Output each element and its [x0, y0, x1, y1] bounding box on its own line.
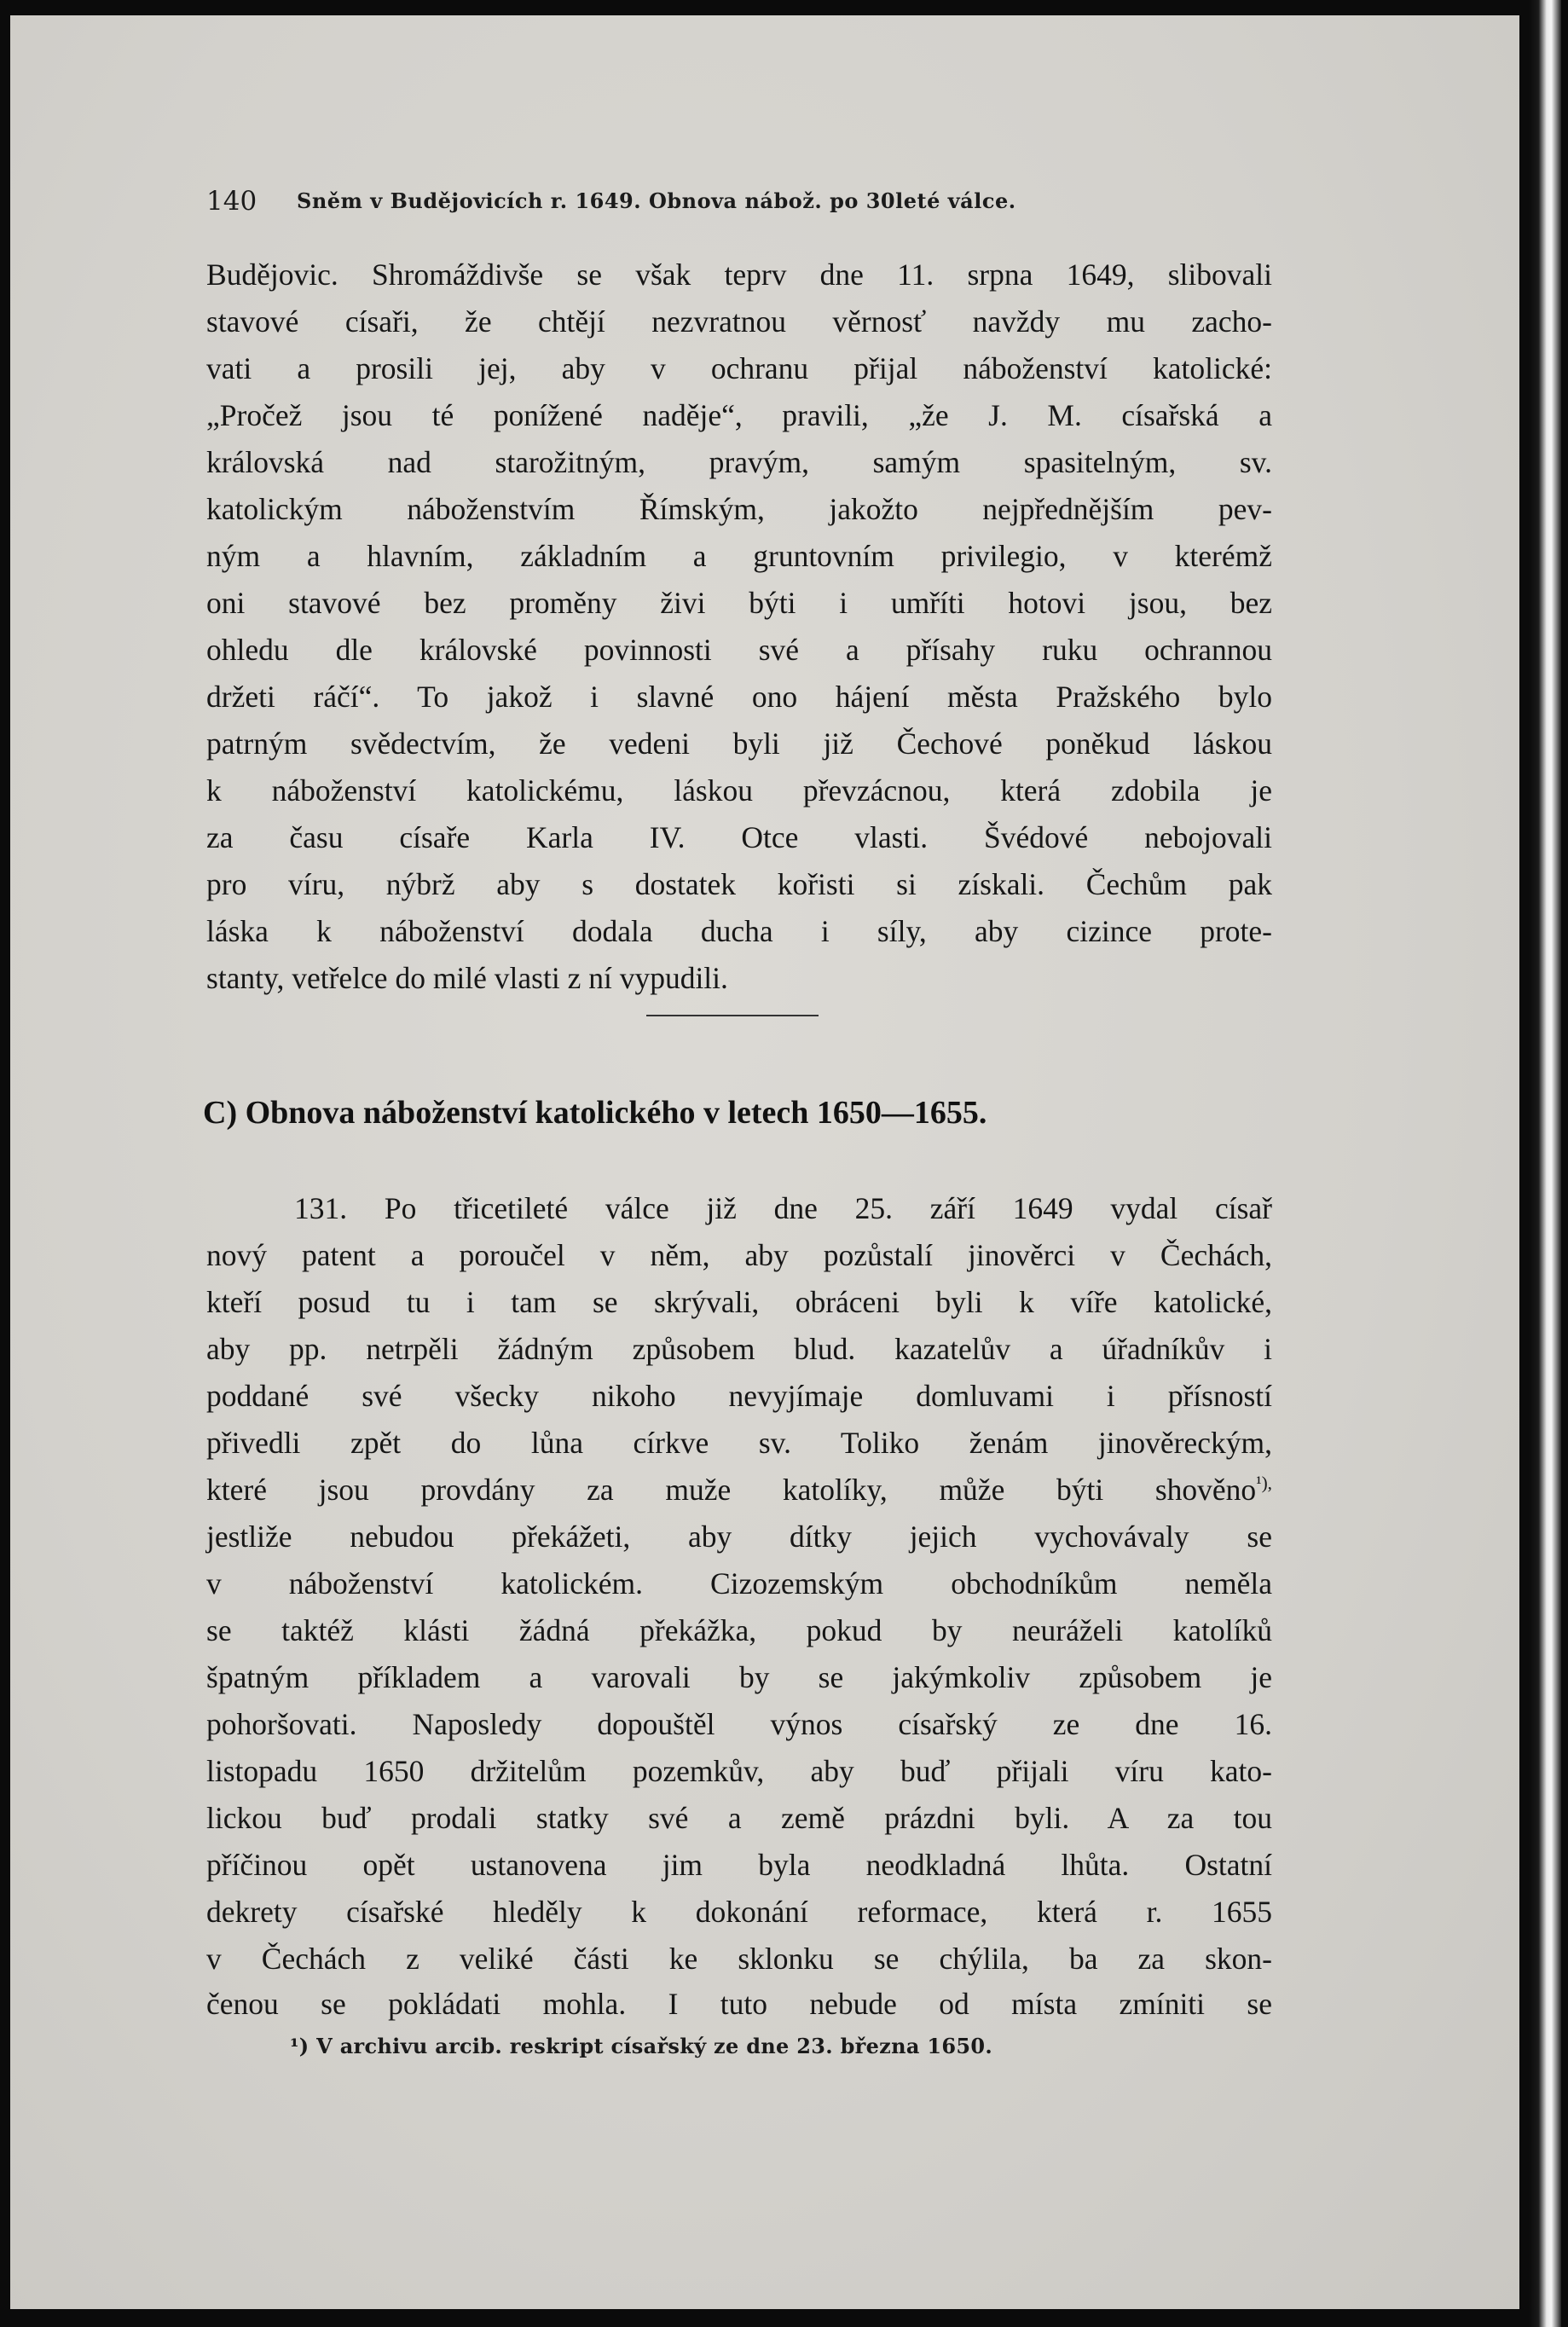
text-line: patrným svědectvím, že vedeni byli již Čechové poněkud láskou — [206, 726, 1272, 761]
text-line-with-footnote — [206, 1471, 1272, 1508]
text-line: 131. Po třicetileté válce již dne 25. září 1649 vydal císař — [294, 1191, 1272, 1225]
text-line: v Čechách z veliké části ke sklonku se chýlila, ba za skon- — [206, 1942, 1272, 1976]
footnote: ¹) V archivu arcib. reskript císařský ze dne 23. března 1650. — [290, 2034, 993, 2058]
text-line: špatným příkladem a varovali by se jakýmkoliv způsobem je — [206, 1660, 1272, 1694]
text-line: přivedli zpět do lůna církve sv. Toliko ženám jinověreckým, — [206, 1426, 1272, 1460]
text-line: k náboženství katolickému, láskou převzácnou, která zdobila je — [206, 773, 1272, 808]
text-line: láska k náboženství dodala ducha i síly, aby cizince prote- — [206, 914, 1272, 948]
text-line: poddané své všecky nikoho nevyjímaje domluvami i přísností — [206, 1379, 1272, 1413]
text-line: vati a prosili jej, aby v ochranu přijal náboženství katolické: — [206, 351, 1272, 385]
text-line: listopadu 1650 držitelům pozemkův, aby buď přijali víru kato- — [206, 1754, 1272, 1788]
text-line: pro víru, nýbrž aby s dostatek kořisti si získali. Čechům pak — [206, 867, 1272, 901]
text-line: za času císaře Karla IV. Otce vlasti. Švédové nebojovali — [206, 820, 1272, 854]
page-number: 140 — [206, 186, 257, 217]
text-line: příčinou opět ustanovena jim byla neodkladná lhůta. Ostatní — [206, 1848, 1272, 1882]
text-line: stavové císaři, že chtějí nezvratnou věrnosť navždy mu zacho- — [206, 304, 1272, 339]
text-line-content: které jsou provdány za muže katolíky, může býti shověno — [206, 1473, 1257, 1507]
text-line: dekrety císařské hleděly k dokonání reformace, která r. 1655 — [206, 1895, 1272, 1929]
text-line: pohoršovati. Naposledy dopouštěl výnos císařský ze dne 16. — [206, 1707, 1272, 1741]
footnote-reference: ¹), — [1256, 1473, 1272, 1494]
text-line: ohledu dle královské povinnosti své a přísahy ruku ochrannou — [206, 633, 1272, 667]
text-line: v náboženství katolickém. Cizozemským obchodníkům neměla — [206, 1566, 1272, 1601]
running-head-title: Sněm v Budějovicích r. 1649. Obnova nábož. po 30leté válce. — [297, 188, 1016, 213]
text-line: se taktéž klásti žádná překážka, pokud by neuráželi katolíků — [206, 1613, 1272, 1647]
text-line: držeti ráčí“. To jakož i slavné ono hájení města Pražského bylo — [206, 680, 1272, 714]
text-line: Budějovic. Shromáždivše se však teprv dne 11. srpna 1649, slibovali — [206, 258, 1272, 292]
text-line: královská nad starožitným, pravým, samým spasitelným, sv. — [206, 445, 1272, 479]
text-line: čenou se pokládati mohla. I tuto nebude od místa zmíniti se — [206, 1987, 1272, 2021]
text-line: jestliže nebudou překážeti, aby dítky jejich vychovávaly se — [206, 1519, 1272, 1554]
page-edge — [1529, 0, 1561, 2327]
text-line: stanty, vetřelce do milé vlasti z ní vypudili. — [206, 961, 728, 995]
text-line: ným a hlavním, základním a gruntovním privilegio, v kterémž — [206, 539, 1272, 573]
text-line: aby pp. netrpěli žádným způsobem blud. kazatelův a úřadníkův i — [206, 1332, 1272, 1366]
text-line: „Pročež jsou té ponížené naděje“, pravili, „že J. M. císařská a — [206, 398, 1272, 432]
text-line: nový patent a poroučel v něm, aby pozůstalí jinověrci v Čechách, — [206, 1238, 1272, 1272]
text-line: katolickým náboženstvím Římským, jakožto nejpřednějším pev- — [206, 492, 1272, 526]
text-line: lickou buď prodali statky své a země prázdni byli. A za tou — [206, 1801, 1272, 1835]
text-line: oni stavové bez proměny živi býti i umříti hotovi jsou, bez — [206, 586, 1272, 620]
text-line: kteří posud tu i tam se skrývali, obráceni byli k víře katolické, — [206, 1285, 1272, 1319]
section-heading: C) Obnova náboženství katolického v letech 1650—1655. — [203, 1095, 987, 1131]
running-head — [206, 186, 1281, 220]
section-separator — [646, 1015, 819, 1016]
